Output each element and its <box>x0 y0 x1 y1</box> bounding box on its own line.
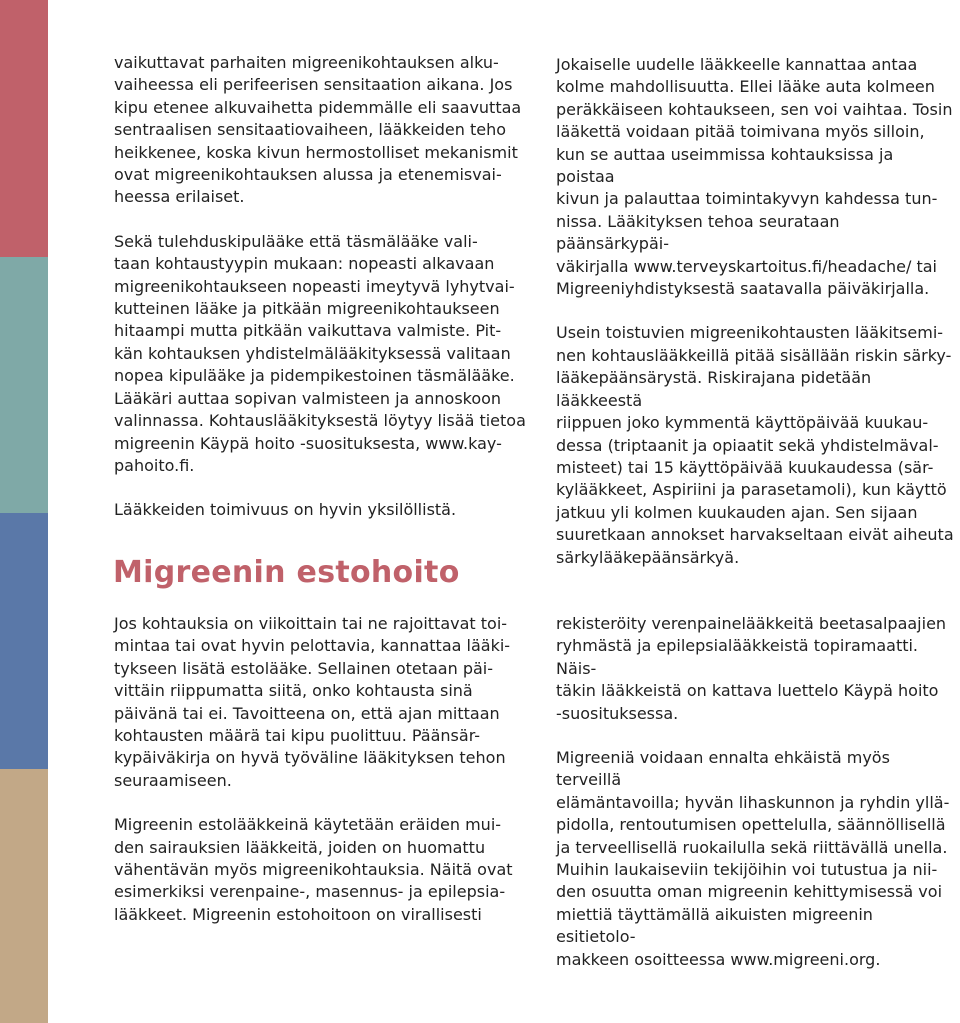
text-column-top-right <box>556 54 956 569</box>
color-stripe-red <box>0 0 48 257</box>
color-stripe-tan <box>0 769 48 1023</box>
text-column-bottom-left <box>114 613 534 926</box>
color-stripe-teal <box>0 257 48 513</box>
text-column-bottom-right <box>556 613 956 971</box>
paragraph-lifestyle: Migreeniä voidaan ennalta ehkäistä myös terveillä elämäntavoilla; hyvän lihaskunnon ja ryhdin yllä- pidolla, rentoutumisen opettelulla, säännöllisellä ja terveellisellä ruokailulla sekä riittävällä unella. Muihin laukaiseviin tekijöihin voi tutustua ja nii- den osuutta oman migreenin kehittymisessä voi miettiä täyttämällä aikuisten migreenin esitietolo- makkeen osoitteessa www.migreeni.org. <box>556 748 950 969</box>
text-column-top-left <box>114 52 534 522</box>
paragraph-three-chances: Jokaiselle uudelle lääkkeelle kannattaa antaa kolme mahdollisuutta. Ellei lääke auta kolmeen peräkkäiseen kohtaukseen, sen voi vaihtaa. Tosin lääkettä voidaan pitää toimivana myös silloin, kun se auttaa useimmissa kohtauksissa ja poistaa kivun ja palauttaa toimintakyvyn kahdessa tun- nissa. Lääkityksen tehoa seurataan päänsärkypäi- väkirjalla www.terveyskartoitus.fi/headache/ tai Migreeniyhdistyksestä saatavalla päiväkirjalla. <box>556 55 953 299</box>
paragraph-drug-choice: Sekä tulehduskipulääke että täsmälääke vali- taan kohtaustyypin mukaan: nopeasti alkavaan migreenikohtaukseen nopeasti imeytyvä lyhytvai- kutteinen lääke ja pitkään migreenikohtaukseen hitaampi mutta pitkään vaikuttava valmiste. Pit- kän kohtauksen yhdistelmälääkityksessä valitaan nopea kipulääke ja pidempikestoinen täsmälääke. Lääkäri auttaa sopivan valmisteen ja annoskoon valinnassa. Kohtauslääkityksestä löytyy lisää tietoa migreenin Käypä hoito -suosituksesta, www.kay- pahoito.fi. <box>114 231 526 475</box>
paragraph-preventive-drugs: Migreenin estolääkkeinä käytetään eräiden mui- den sairauksien lääkkeitä, joiden on huomattu vähentävän myös migreenikohtauksia. Näitä ovat esimerkiksi verenpaine-, masennus- ja epilepsia- lääkkeet. Migreenin estohoitoon on virallisesti <box>114 815 513 924</box>
paragraph-sensitization: vaikuttavat parhaiten migreenikohtauksen alku- vaiheessa eli perifeerisen sensitaation aikana. Jos kipu etenee alkuvaihetta pidemmälle eli saavuttaa sentraalisen sensitaatiovaiheen, lääkkeiden teho heikkenee, koska kivun hermostolliset mekanismit ovat migreenikohtauksen alussa ja etenemisvai- heessa erilaiset. <box>114 53 522 207</box>
section-heading: Migreenin estohoito <box>113 555 460 590</box>
paragraph-registered-drugs: rekisteröity verenpainelääkkeitä beetasalpaajien ryhmästä ja epilepsialääkkeistä topiramaatti. Näis- täkin lääkkeistä on kattava luettelo Käypä hoito -suosituksessa. <box>556 614 947 723</box>
paragraph-medication-overuse: Usein toistuvien migreenikohtausten lääkitsemi- nen kohtauslääkkeillä pitää sisällään riskin särky- lääkepäänsärystä. Riskirajana pidetään lääkkeestä riippuen joko kymmentä käyttöpäivää kuukau- dessa (triptaanit ja opiaatit sekä yhdistelmäval- misteet) tai 15 käyttöpäivää kuukaudessa (sär- kylääkkeet, Aspiriini ja parasetamoli), kun käyttö jatkuu yli kolmen kuukauden ajan. Sen sijaan suuretkaan annokset harvakseltaan eivät aiheuta särkylääkepäänsärkyä. <box>556 323 954 567</box>
color-stripe-blue <box>0 513 48 769</box>
paragraph-preventive-indication: Jos kohtauksia on viikoittain tai ne rajoittavat toi- mintaa tai ovat hyvin pelottavia, kannattaa lääki- tykseen lisätä estolääke. Sellainen otetaan päi- vittäin riippumatta siitä, onko kohtausta sinä päivänä tai ei. Tavoitteena on, että ajan mittaan kohtausten määrä tai kipu puolittuu. Päänsär- kypäiväkirja on hyvä työväline lääkityksen tehon seuraamiseen. <box>114 614 511 790</box>
paragraph-individual-response: Lääkkeiden toimivuus on hyvin yksilöllistä. <box>114 500 457 520</box>
